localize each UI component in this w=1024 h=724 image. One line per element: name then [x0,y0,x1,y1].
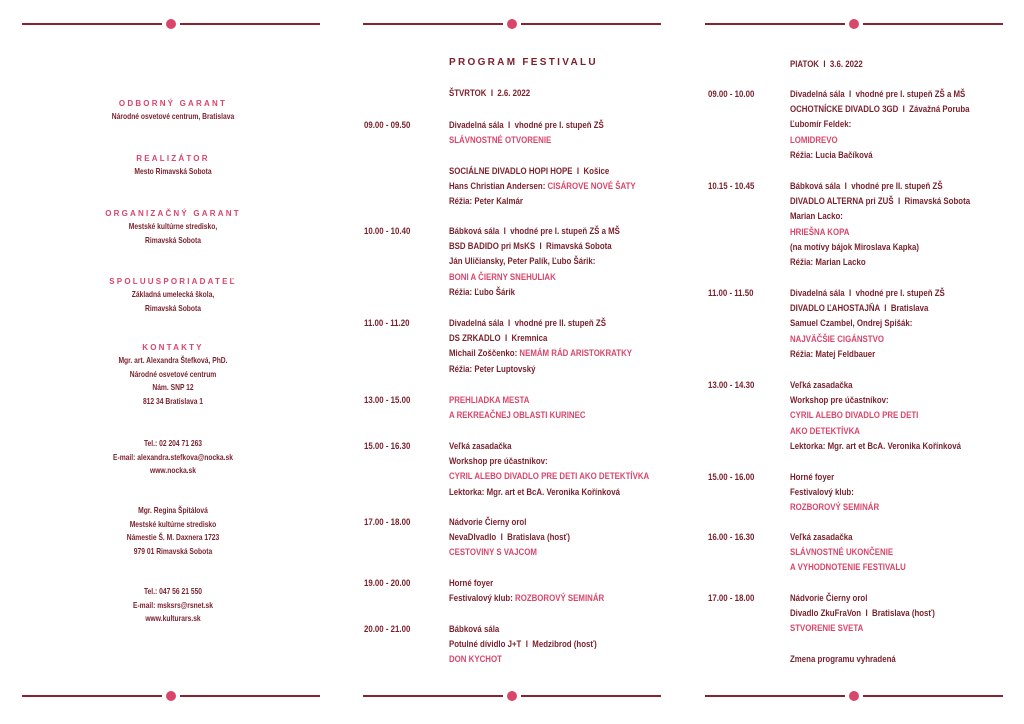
event-detail [790,117,970,132]
block-contact-msks [88,504,258,558]
line-text: Veľká zasadačka [790,380,853,391]
line-text: Veľká zasadačka [449,441,512,452]
line-text: (na motívy bájok Miroslava Kapka) [790,241,919,253]
event-title [449,270,620,285]
line-text: Divadlo ZkuFraVon I Bratislava (hosť) [790,608,935,620]
block-line: Rimavská Sobota [145,235,201,245]
event-title [449,652,597,667]
program-entry [790,87,1009,163]
program-entry [449,224,657,300]
block-line: 812 34 Bratislava 1 [142,396,204,406]
program-entry [449,393,615,423]
event-detail [449,362,632,377]
event-detail [449,194,636,209]
event-detail [790,393,961,408]
event-detail [449,164,636,179]
phone-text: Tel.: 047 56 21 550 [143,587,203,596]
event-detail [790,652,896,667]
rule-dot [849,691,859,701]
event-title: CISÁROVE NOVÉ ŠATY [547,181,636,193]
event-detail [449,637,597,652]
event-detail [790,485,879,500]
time-slot: 19.00 - 20.00 [364,578,411,589]
time-slot: 20.00 - 21.00 [364,624,411,635]
rule-dot [849,19,859,29]
event-detail [449,591,604,606]
event-detail [790,87,970,102]
event-title [790,133,970,148]
time-slot: 11.00 - 11.50 [708,288,754,299]
line-text: Réžia: Peter Kalmár [449,196,523,208]
event-detail [449,331,632,346]
line-text: Divadelná sála I vhodné pre I. stupeň ZŠ [790,288,945,299]
event-title [790,545,906,560]
time-slot: 10.00 - 10.40 [364,226,411,237]
time-slot: 13.00 - 14.30 [708,380,755,391]
time-slot: 15.00 - 16.00 [708,472,755,483]
program-entry [449,316,672,377]
line-text: Festivalový klub: [790,487,854,499]
block-co-organizer [88,276,258,315]
event-detail [449,316,632,331]
event-detail [790,179,970,194]
block-heading: REALIZÁTOR [136,154,210,163]
program-title: PROGRAM FESTIVALU [449,57,598,68]
event-detail [790,148,970,163]
event-title [790,424,961,439]
line-text: Divadelná sála I vhodné pre I. stupeň ZŠ a MŠ [790,89,966,100]
event-title [790,560,906,575]
event-title [449,469,649,484]
line-text: DIVADLO ALTERNA pri ZUŠ I Rimavská Sobota [790,196,971,208]
line-text: PREHLIADKA MESTA [449,395,530,406]
line-text: Workshop pre účastníkov: [790,395,889,407]
program-entry [449,576,638,606]
block-line: Národné osvetové centrum, Bratislava [111,112,235,121]
line-text: ROZBOROVÝ SEMINÁR [790,502,880,514]
event-title [449,393,586,408]
block-heading: SPOLUUSPORIADATEĽ [109,277,237,286]
line-text: BONI A ČIERNY SNEHULIAK [449,271,556,283]
event-detail [790,470,879,485]
program-entry [449,164,677,210]
block-line: Mesto Rimavská Sobota [134,167,212,176]
event-detail [449,576,604,591]
line-text: DON KYCHOT [449,654,502,666]
line-text: Workshop pre účastníkov: [449,456,548,468]
block-professional-guarantor [88,98,258,124]
block-heading: ODBORNÝ GARANT [118,99,228,108]
event-detail [449,622,597,637]
line-text: CYRIL ALEBO DIVADLO PRE DETI [790,410,919,422]
event-detail [790,316,945,331]
block-line: Námestie Š. M. Daxnera 1723 [126,533,220,542]
block-contacts [88,342,258,408]
line-text: HRIEŠNA KOPA [790,226,850,238]
event-detail [790,209,970,224]
time-slot: 13.00 - 15.00 [364,395,411,406]
program-entry [790,378,998,454]
time-slot: 11.00 - 11.20 [364,318,410,329]
program-entry [790,286,979,362]
line-text: BSD BADIDO pri MsKS I Rimavská Sobota [449,241,612,253]
time-slot: 10.15 - 10.45 [708,181,755,192]
line-text: NevaDIvadlo I Bratislava (hosť) [449,532,570,544]
block-line: Mgr. Regina Špitálová [138,506,208,515]
block-line: 979 01 Rimavská Sobota [133,546,213,556]
line-text: Ján Uličiansky, Peter Palík, Ľubo Šárik: [449,256,596,268]
event-detail [790,530,906,545]
line-text: Nádvorie Čierny orol [449,517,527,528]
line-text: SLÁVNOSTNÉ UKONČENIE [790,547,894,559]
event-detail [790,347,945,362]
line-text: SLÁVNOSTNÉ OTVORENIE [449,135,552,147]
day-heading-friday: PIATOK I 3.6. 2022 [790,59,863,70]
block-line: Mgr. art. Alexandra Štefková, PhD. [118,356,228,365]
block-line: Nám. SNP 12 [152,383,194,392]
email-link[interactable]: E-mail: alexandra.stefkova@nocka.sk [112,452,233,462]
rule-dot [507,19,517,29]
program-entry [449,622,629,668]
time-slot: 16.00 - 16.30 [708,532,755,543]
block-line: Národné osvetové centrum [129,369,217,379]
event-detail [449,485,649,500]
line-text: Nádvorie Čierny orol [790,593,868,604]
line-text: Réžia: Marian Lacko [790,257,866,269]
time-slot: 09.00 - 09.50 [364,120,411,131]
event-detail [790,439,961,454]
line-text: DS ZRKADLO I Kremnica [449,333,548,345]
event-detail [790,591,935,606]
event-detail [449,515,570,530]
day-heading-thursday: ŠTVRTOK I 2.6. 2022 [449,88,531,99]
event-detail [449,254,620,269]
time-slot: 15.00 - 16.30 [364,441,411,452]
line-text: Marian Lacko: [790,211,843,223]
website-link[interactable]: www.nocka.sk [149,466,197,475]
event-title [790,621,935,636]
time-slot: 17.00 - 18.00 [364,517,411,528]
line-text: Réžia: Peter Luptovský [449,363,536,375]
event-detail [449,179,636,194]
line-text: A VYHODNOTENIE FESTIVALU [790,562,906,574]
event-detail [790,102,970,117]
block-heading: KONTAKTY [142,343,204,352]
website-link[interactable]: www.kulturars.sk [145,614,201,623]
block-implementer [88,153,258,179]
line-text: Bábková sála I vhodné pre I. stupeň ZŠ a MŠ [449,226,620,237]
time-slot: 09.00 - 10.00 [708,89,755,100]
rule-dot [507,691,517,701]
line-text: Réžia: Ľubo Šárik [449,286,516,298]
event-title [449,408,586,423]
line-text: Lektorka: Mgr. art et BcA. Veronika Kořínková [790,440,961,452]
event-title [790,332,945,347]
line-text: Divadelná sála I vhodné pre II. stupeň ZŠ [449,318,606,329]
block-organizational-guarantor [88,208,258,247]
event-detail [449,118,604,133]
line-text: NAJVÄČŠIE CIGÁNSTVO [790,333,884,345]
line-text: Festivalový klub: [449,593,516,605]
event-detail [790,255,970,270]
line-text: LOMIDREVO [790,134,838,146]
line-text: Zmena programu vyhradená [790,654,896,665]
line-text: Divadelná sála I vhodné pre I. stupeň ZŠ [449,120,604,131]
program-entry [790,652,919,667]
top-rule-right [705,18,1003,30]
bottom-rule-right [705,690,1003,702]
block-contact-nocka [88,437,258,478]
credits-panel [88,0,258,724]
line-text: Réžia: Lucia Bačíková [790,149,873,161]
line-text: Michail Zoščenko: [449,348,520,360]
line-text: Bábková sála [449,624,500,635]
line-text: CESTOVINY S VAJCOM [449,547,537,559]
line-text: SOCIÁLNE DIVADLO HOPI HOPE I Košice [449,166,610,177]
event-detail [790,301,945,316]
line-text: Potulné dívidlo J+T I Medzibrod (hosť) [449,639,597,651]
event-title: NEMÁM RÁD ARISTOKRATKY [519,348,633,360]
line-text: Samuel Czambel, Ondrej Spišák: [790,318,913,330]
line-text: Hans Christian Andersen: [449,181,548,193]
event-detail [790,286,945,301]
program-entry [449,515,597,561]
event-detail [449,346,632,361]
line-text: CYRIL ALEBO DIVADLO PRE DETI AKO DETEKTÍVKA [449,471,650,483]
program-entry [790,530,931,576]
phone-text: Tel.: 02 204 71 263 [143,439,203,448]
line-text: Horné foyer [790,472,835,483]
line-text: Bábková sála I vhodné pre II. stupeň ZŠ [790,181,943,192]
line-text: DIVADLO ĽAHOSTAJŇA I Bratislava [790,303,929,315]
event-title [790,408,961,423]
program-entry [449,439,693,500]
event-detail [449,224,620,239]
time-slot: 17.00 - 18.00 [708,593,755,604]
event-title [449,133,604,148]
event-detail [790,606,935,621]
line-text: Veľká zasadačka [790,532,853,543]
event-title [790,500,879,515]
line-text: Horné foyer [449,578,494,589]
block-line: Mestské kultúrne stredisko [129,519,217,529]
block-line: Mestské kultúrne stredisko, [128,222,218,231]
program-entry [790,179,1010,270]
event-title [449,545,570,560]
block-line: Základná umelecká škola, [131,290,215,299]
block-line: Rimavská Sobota [145,303,201,313]
line-text: Lektorka: Mgr. art et BcA. Veronika Kořínková [449,486,620,498]
event-detail [790,194,970,209]
event-detail [449,439,649,454]
bottom-rule-middle [363,690,661,702]
event-detail [790,378,961,393]
program-entry [790,470,899,516]
line-text: Ľubomír Feldek: [790,119,852,131]
line-text: Réžia: Matej Feldbauer [790,348,876,360]
block-heading: ORGANIZAČNÝ GARANT [105,209,241,218]
line-text: OCHOTNÍCKE DIVADLO 3GD I Závažná Poruba [790,104,970,116]
email-link[interactable]: E-mail: msksrs@rsnet.sk [132,600,214,610]
event-detail [449,454,649,469]
event-detail [449,239,620,254]
line-text: AKO DETEKTÍVKA [790,425,860,437]
event-detail [449,285,620,300]
event-detail [449,530,570,545]
program-entry [790,591,967,637]
program-entry [449,118,638,148]
block-contact-msks-phone [88,585,258,626]
line-text: A REKREAČNEJ OBLASTI KURINEC [449,410,586,422]
line-text: STVORENIE SVETA [790,623,864,635]
event-title [790,225,970,240]
event-detail [790,240,970,255]
top-rule-middle [363,18,661,30]
event-title: ROZBOROVÝ SEMINÁR [515,593,605,605]
